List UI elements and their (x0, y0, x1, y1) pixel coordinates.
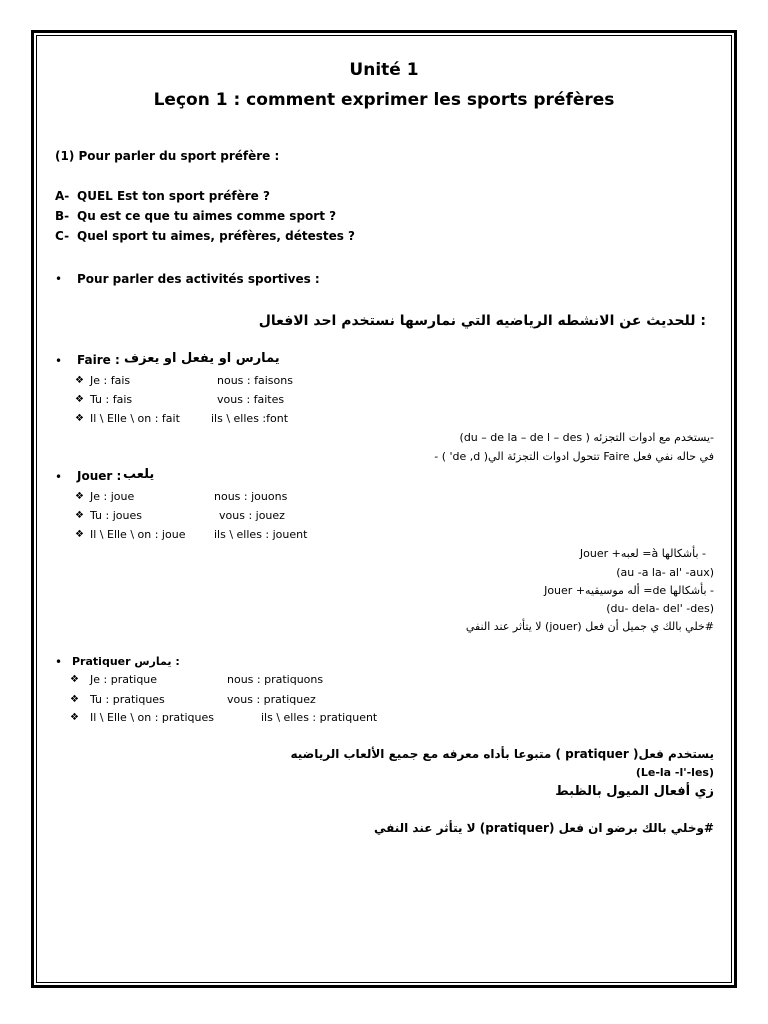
jouer-meaning: يلعب (123, 467, 155, 482)
bullet-icon: • (55, 655, 63, 669)
pratiquer-il: Il \ Elle \ on : pratiques (90, 711, 214, 724)
faire-nous: nous : faisons (217, 374, 293, 387)
pratiquer-note-article-forms: (Le-la -l'-les) (635, 766, 714, 779)
jouer-je: Je : joue (90, 490, 135, 503)
jouer-note-de-forms: (du- dela- del' -des) (606, 602, 714, 615)
question-b: Qu est ce que tu aimes comme sport ? (77, 209, 337, 223)
bullet-icon: • (55, 272, 63, 286)
diamond-bullet-icon: ❖ (70, 694, 79, 705)
unit-title: Unité 1 (349, 60, 419, 80)
jouer-ils: ils \ elles : jouent (214, 528, 308, 541)
bullet-icon: • (55, 354, 63, 368)
question-c: Quel sport tu aimes, préfères, détestes ? (77, 229, 356, 243)
section1-heading: (1) Pour parler du sport préfère : (55, 149, 280, 163)
question-a-marker: A- (55, 189, 70, 203)
section2-heading: Pour parler des activités sportives : (77, 272, 320, 286)
pratiquer-note-article: يستخدم فعل( pratiquer ) متبوعا بأداه معرفه مع جميع الألعاب الرياضيه (290, 747, 714, 761)
jouer-note-de: - بأشكالها de= أله موسيقيه+ Jouer (544, 584, 714, 597)
faire-il: Il \ Elle \ on : fait (90, 412, 180, 425)
diamond-bullet-icon: ❖ (70, 674, 79, 685)
pratiquer-note-preference: زي أفعال الميول بالظبط (555, 784, 714, 799)
diamond-bullet-icon: ❖ (70, 712, 79, 723)
faire-vous: vous : faites (217, 393, 285, 406)
faire-ils: ils \ elles :font (211, 412, 289, 425)
jouer-note-a: - بأشكالها à= لعبه+ Jouer (579, 547, 706, 560)
faire-meaning: يمارس او يفعل او يعزف (124, 351, 280, 366)
question-b-marker: B- (55, 209, 70, 223)
jouer-nous: nous : jouons (214, 490, 288, 503)
pratiquer-je: Je : pratique (90, 673, 158, 686)
faire-note-partitive: -يستخدم مع ادوات التجزئه ( du – de la – de l – des) (459, 431, 714, 444)
bullet-icon: • (55, 470, 63, 484)
diamond-bullet-icon: ❖ (75, 529, 84, 540)
diamond-bullet-icon: ❖ (75, 375, 84, 386)
diamond-bullet-icon: ❖ (75, 510, 84, 521)
jouer-label: Jouer : (77, 469, 122, 483)
question-a: QUEL Est ton sport préfère ? (77, 189, 270, 203)
arabic-intro: : للحديث عن الانشطه الرياضيه التي نمارسها نستخدم احد الافعال (258, 313, 706, 329)
faire-label: Faire : (77, 353, 120, 367)
jouer-note-a-forms: (au -a la- al' -aux) (616, 566, 714, 579)
pratiquer-ils: ils \ elles : pratiquent (261, 711, 378, 724)
pratiquer-vous: vous : pratiquez (227, 693, 316, 706)
faire-tu: Tu : fais (90, 393, 133, 406)
jouer-tu: Tu : joues (90, 509, 142, 522)
pratiquer-tu: Tu : pratiques (90, 693, 165, 706)
question-c-marker: C- (55, 229, 70, 243)
diamond-bullet-icon: ❖ (75, 491, 84, 502)
pratiquer-nous: nous : pratiquons (227, 673, 324, 686)
pratiquer-note-negation: #وخلي بالك برضو ان فعل (pratiquer) لا يتأثر عند النفي (373, 821, 714, 835)
faire-je: Je : fais (90, 374, 131, 387)
faire-note-negation: في حاله نفي فعل Faire تتحول ادوات التجزئة الي( de ,d' ) - (434, 450, 714, 463)
pratiquer-label: Pratiquer يمارس : (72, 655, 180, 668)
jouer-note-negation: #خلي بالك ي جميل أن فعل (jouer) لا يتأثر عند النفي (465, 620, 714, 633)
diamond-bullet-icon: ❖ (75, 394, 84, 405)
diamond-bullet-icon: ❖ (75, 413, 84, 424)
jouer-il: Il \ Elle \ on : joue (90, 528, 186, 541)
lesson-title: Leçon 1 : comment exprimer les sports préfères (153, 90, 615, 110)
jouer-vous: vous : jouez (219, 509, 285, 522)
